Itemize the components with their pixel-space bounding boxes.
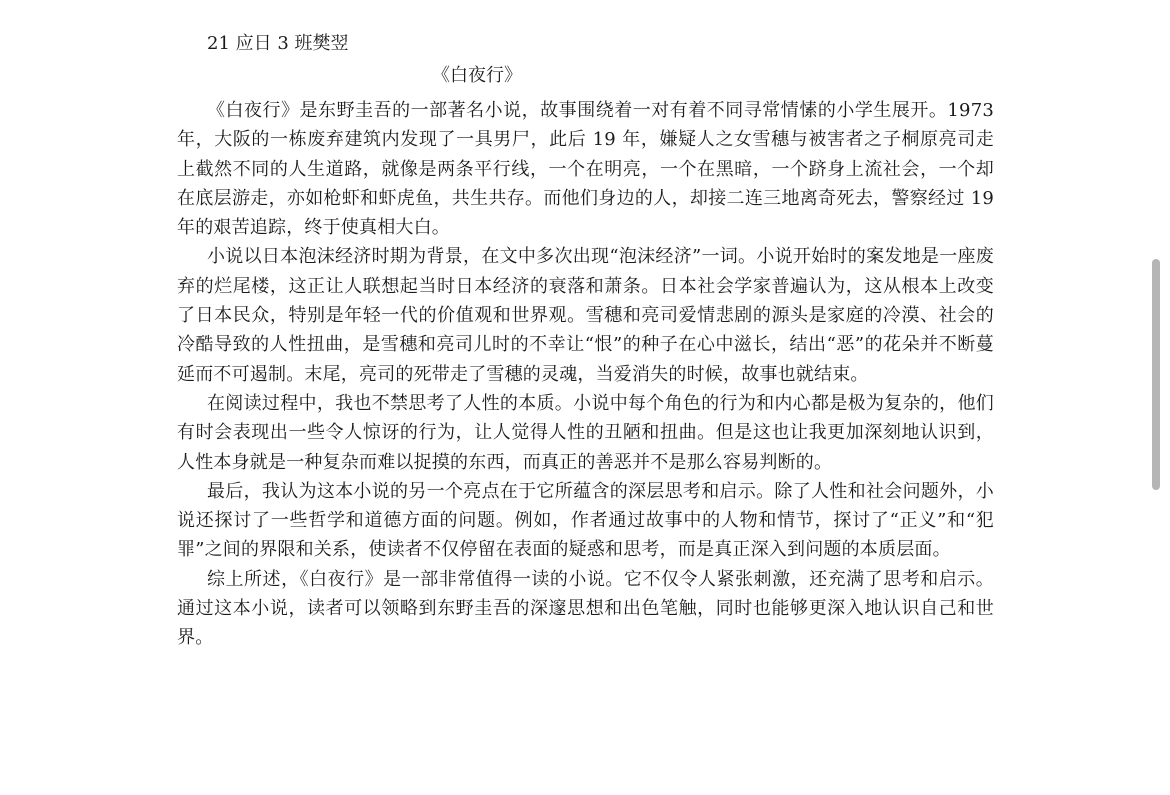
paragraph-1: 《白夜行》是东野圭吾的一部著名小说，故事围绕着一对有着不同寻常情愫的小学生展开。1973 年，大阪的一栋废弃建筑内发现了一具男尸，此后 19 年，嫌疑人之女雪穗与被害者之子桐原亮司走上截然不同的人生道路，就像是两条平行线，一个在明亮，一个在黑暗，一个跻身上流社会，一个却在底层游走，亦如枪虾和虾虎鱼，共生共存。而他们身边的人，却接二连三地离奇死去，警察经过 19 年的艰苦追踪，终于使真相大白。 (177, 100, 994, 239)
scrollbar-thumb[interactable] (1152, 259, 1160, 490)
paragraph-3: 在阅读过程中，我也不禁思考了人性的本质。小说中每个角色的行为和内心都是极为复杂的，他们有时会表现出一些令人惊讶的行为，让人觉得人性的丑陋和扭曲。但是这也让我更加深刻地认识到，人性本身就是一种复杂而难以捉摸的东西，而真正的善恶并不是那么容易判断的。 (177, 392, 994, 473)
paragraph-2: 小说以日本泡沫经济时期为背景，在文中多次出现“泡沫经济”一词。小说开始时的案发地是一座废弃的烂尾楼，这正让人联想起当时日本经济的衰落和萧条。日本社会学家普遍认为，这从根本上改变了日本民众，特别是年轻一代的价值观和世界观。雪穗和亮司爱情悲剧的源头是家庭的冷漠、社会的冷酷导致的人性扭曲，是雪穗和亮司儿时的不幸让“恨”的种子在心中滋长，结出“恶”的花朵并不断蔓延而不可遏制。末尾，亮司的死带走了雪穗的灵魂，当爱消失的时候，故事也就结束。 (177, 246, 994, 385)
paragraph-5: 综上所述，《白夜行》是一部非常值得一读的小说。它不仅令人紧张刺激，还充满了思考和启示。通过这本小说，读者可以领略到东野圭吾的深邃思想和出色笔触，同时也能够更深入地认识自己和世界。 (177, 568, 994, 649)
paragraph-4: 最后，我认为这本小说的另一个亮点在于它所蕴含的深层思考和启示。除了人性和社会问题外，小说还探讨了一些哲学和道德方面的问题。例如，作者通过故事中的人物和情节，探讨了“正义”和“犯罪”之间的界限和关系，使读者不仅停留在表面的疑惑和思考，而是真正深入到问题的本质层面。 (177, 480, 994, 561)
document-title: 《白夜行》 (432, 65, 522, 86)
document-body (177, 96, 994, 653)
author-class-line: 21 应日 3 班樊翌 (207, 33, 349, 54)
